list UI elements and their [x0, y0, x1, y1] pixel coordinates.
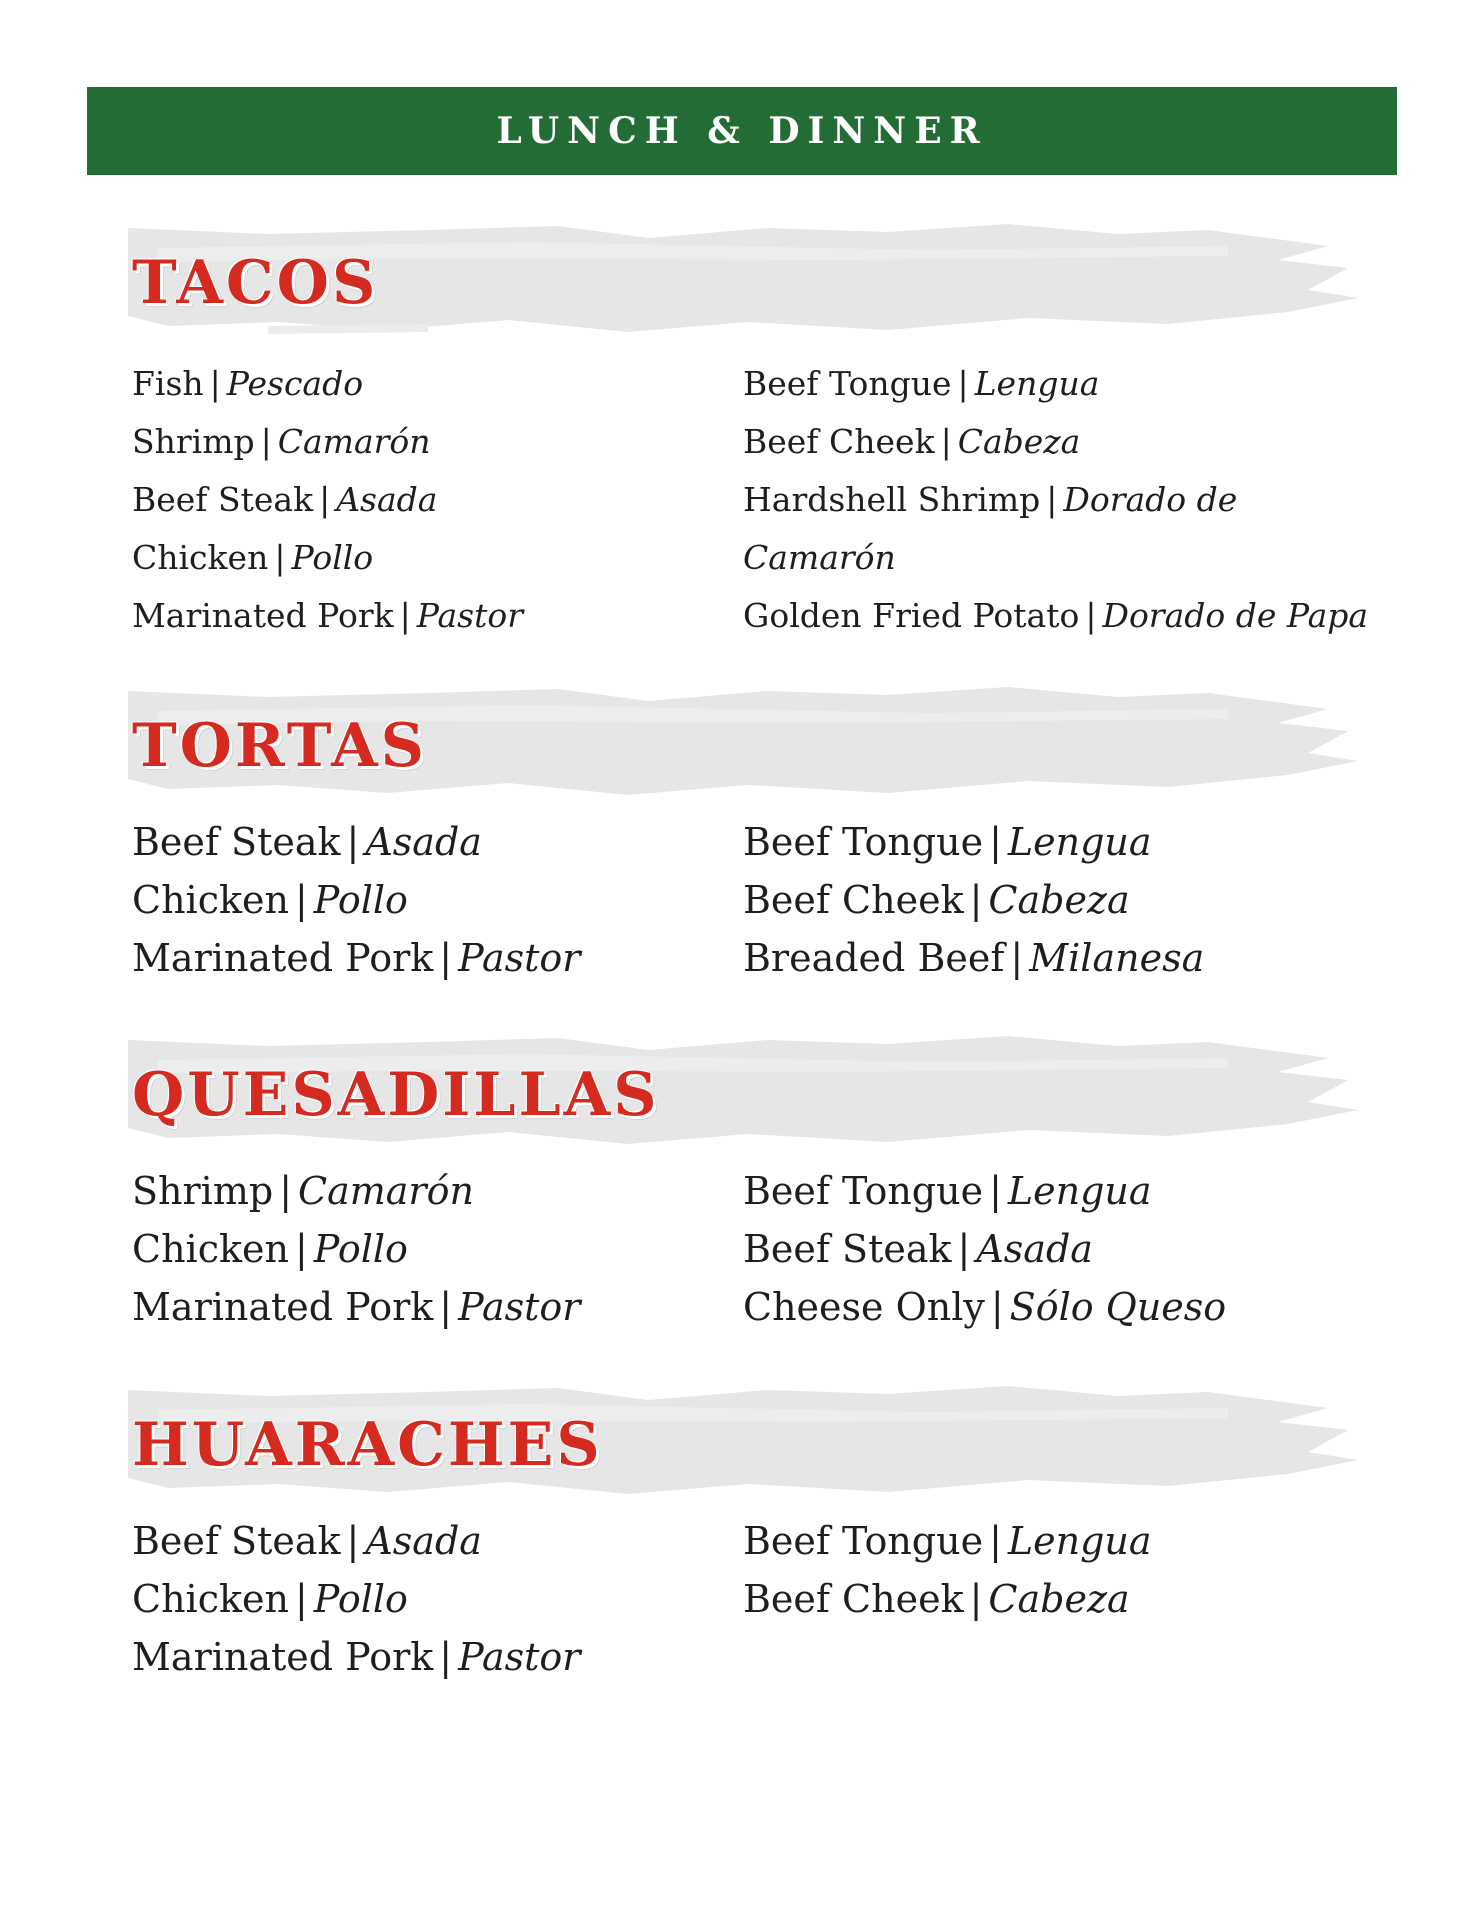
menu-item: Chicken | Pollo [132, 538, 374, 577]
section-title: QUESADILLAS [132, 1060, 660, 1130]
menu-column-right [743, 355, 1369, 645]
menu-item: Beef Tongue | Lengua [743, 364, 1100, 403]
section-title: TACOS [132, 248, 379, 318]
menu-item: Golden Fried Potato | Dorado de Papa [743, 596, 1369, 635]
menu-item: Beef Tongue | Lengua [743, 820, 1152, 864]
menu-item: Beef Steak | Asada [132, 480, 438, 519]
menu-item: Shrimp | Camarón [132, 422, 431, 461]
menu-item: Chicken | Pollo [132, 878, 408, 922]
menu-column-right [743, 1162, 1363, 1336]
menu-item: Cheese Only | Sólo Queso [743, 1285, 1227, 1329]
menu-item: Beef Cheek | Cabeza [743, 422, 1081, 461]
menu-item: Chicken | Pollo [132, 1577, 408, 1621]
menu-item: Shrimp | Camarón [132, 1169, 474, 1213]
menu-item: Fish | Pescado [132, 364, 364, 403]
page-title: LUNCH & DINNER [496, 110, 988, 152]
menu-item: Hardshell Shrimp | Dorado de [743, 480, 1238, 519]
header-bar [87, 87, 1397, 175]
menu-item: Beef Tongue | Lengua [743, 1169, 1152, 1213]
menu-item: Marinated Pork | Pastor [132, 1635, 581, 1679]
menu-item: Marinated Pork | Pastor [132, 1285, 581, 1329]
menu-item: Beef Steak | Asada [743, 1227, 1093, 1271]
menu-item: Marinated Pork | Pastor [132, 596, 524, 635]
menu-column-left [132, 1162, 752, 1336]
menu-item-continuation: Camarón [743, 538, 896, 577]
section-title: TORTAS [132, 711, 427, 781]
menu-column-left [132, 355, 752, 645]
menu-column-right [743, 813, 1363, 987]
menu-column-left [132, 1512, 752, 1686]
menu-item: Breaded Beef | Milanesa [743, 936, 1205, 980]
menu-column-left [132, 813, 752, 987]
menu-item: Beef Cheek | Cabeza [743, 878, 1130, 922]
menu-item: Beef Steak | Asada [132, 1519, 482, 1563]
menu-item: Chicken | Pollo [132, 1227, 408, 1271]
menu-column-right [743, 1512, 1363, 1628]
menu-item: Marinated Pork | Pastor [132, 936, 581, 980]
section-title: HUARACHES [132, 1410, 603, 1480]
menu-item: Beef Cheek | Cabeza [743, 1577, 1130, 1621]
menu-item: Beef Tongue | Lengua [743, 1519, 1152, 1563]
menu-item: Beef Steak | Asada [132, 820, 482, 864]
